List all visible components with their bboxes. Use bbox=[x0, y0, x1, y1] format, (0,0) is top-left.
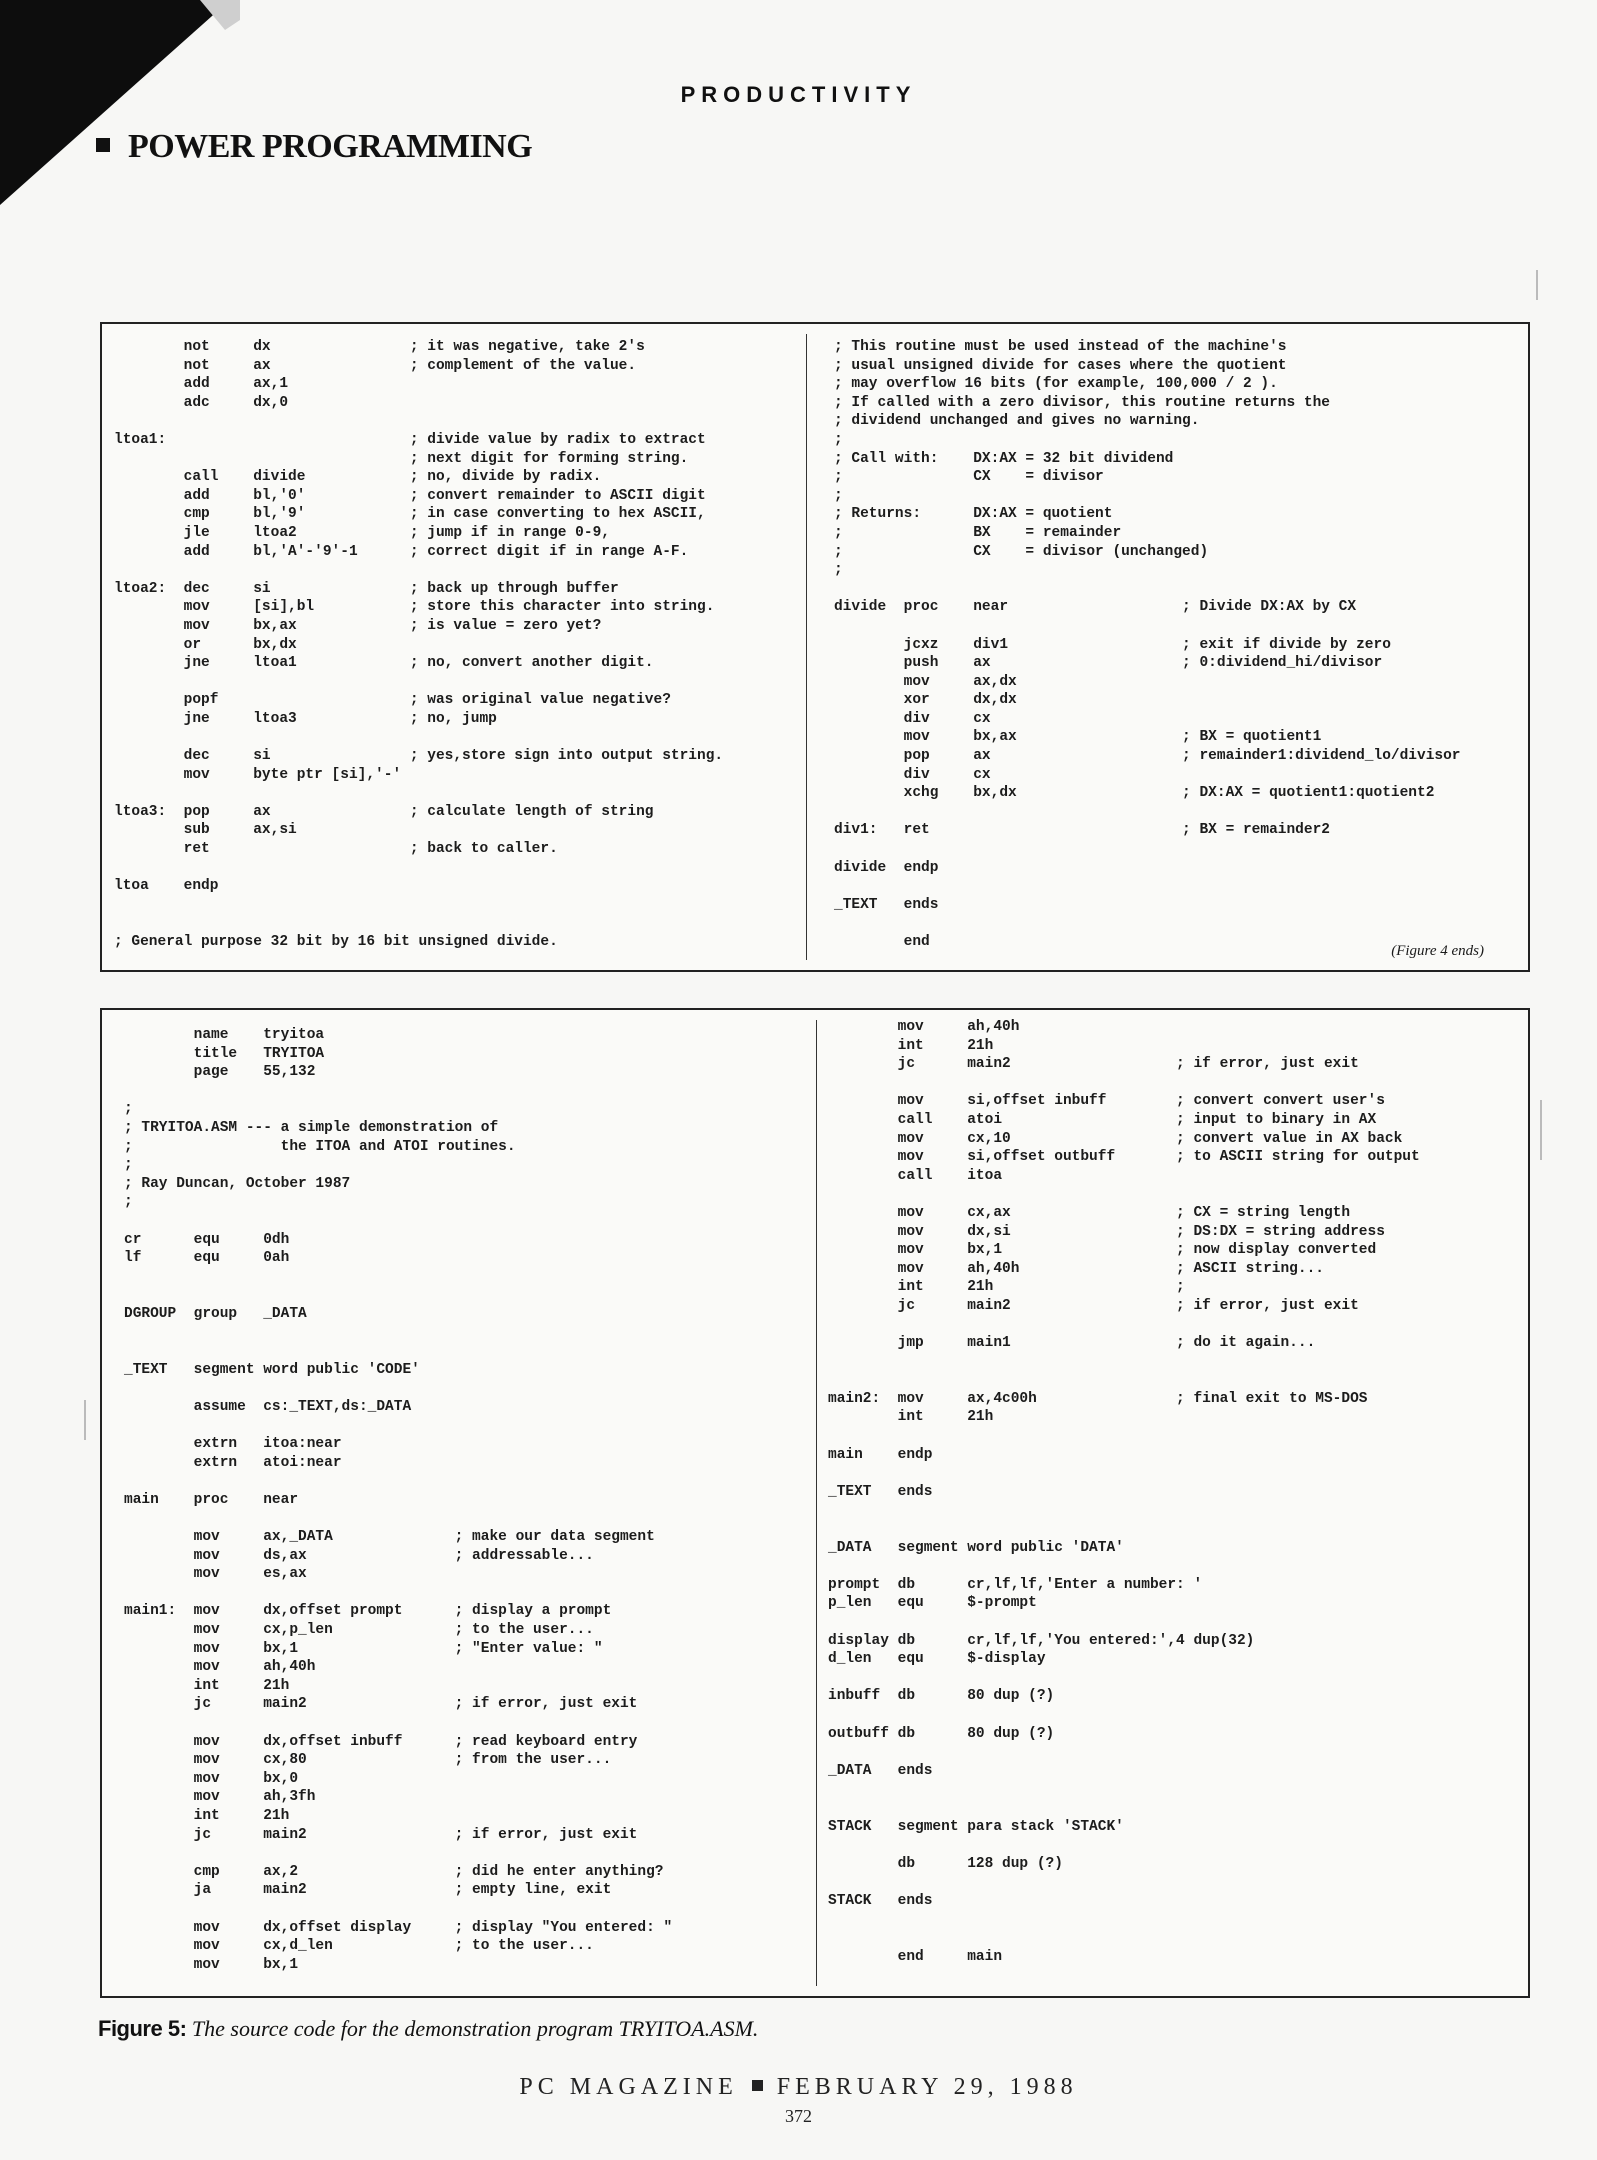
figure5-code-box bbox=[100, 1008, 1530, 1998]
edge-scan-mark bbox=[84, 1400, 86, 1440]
edge-scan-mark bbox=[1540, 1100, 1542, 1160]
figure4-column-divider bbox=[806, 334, 807, 960]
footer-date: FEBRUARY 29, 1988 bbox=[776, 2074, 1078, 2100]
figure4-right-code: ; This routine must be used instead of the machine's ; usual unsigned divide for cases where the quotient ; may overflow 16 bits (for example, 100,000 / 2 ). ; If called with a zero divisor, this routine returns the ; dividend unchanged and gives no warning. ; ; Call with: DX:AX = 32 bit dividend ; CX = divisor ; ; Returns: DX:AX = quotient ; BX = remainder ; CX = divisor (unchanged) ; divide proc near ; Divide DX:AX by CX jcxz div1 ; exit if divide by zero push ax ; 0:dividend_hi/divisor mov ax,dx xor dx,dx div cx mov bx,ax ; BX = quotient1 pop ax ; remainder1:dividend_lo/divisor div cx xchg bx,dx ; DX:AX = quotient1:quotient2 div1: ret ; BX = remainder2 divide endp _TEXT ends end bbox=[834, 339, 1461, 950]
figure4-code-box bbox=[100, 322, 1530, 972]
figure5-column-divider bbox=[816, 1020, 817, 1986]
figure5-left-code: name tryitoa title TRYITOA page 55,132 ; ; TRYITOA.ASM --- a simple demonstration of ; the ITOA and ATOI routines. ; ; Ray Duncan, October 1987 ; cr equ 0dh lf equ 0ah DGROUP group _DATA _TEXT segment word public 'CODE' assume cs:_TEXT,ds:_DATA extrn itoa:near extrn atoi:near main proc near mov ax,_DATA ; make our data segment mov ds,ax ; addressable... mov es,ax main1: mov dx,offset prompt ; display a prompt mov cx,p_len ; to the user... mov bx,1 ; "Enter value: " mov ah,40h int 21h jc main2 ; if error, just exit mov dx,offset inbuff ; read keyboard entry mov cx,80 ; from the user... mov bx,0 mov ah,3fh int 21h jc main2 ; if error, just exit cmp ax,2 ; did he enter anything? ja main2 ; empty line, exit mov dx,offset display ; display "You entered: " mov cx,d_len ; to the user... mov bx,1 bbox=[124, 1027, 673, 1973]
page-number: 372 bbox=[785, 2106, 812, 2126]
figure5-caption bbox=[98, 2016, 758, 2042]
article-heading bbox=[96, 128, 532, 166]
edge-scan-mark bbox=[1536, 270, 1538, 300]
section-label: PRODUCTIVITY bbox=[680, 82, 917, 107]
article-heading-text: POWER PROGRAMMING bbox=[128, 128, 533, 165]
bullet-square-icon bbox=[96, 138, 110, 152]
figure4-left-code: not dx ; it was negative, take 2's not ax ; complement of the value. add ax,1 adc dx,0 ltoa1: ; divide value by radix to extract ; next digit for forming string. call divide ; no, divide by radix. add bl,'0' ; convert remainder to ASCII digit cmp bl,'9' ; in case converting to hex ASCII, jle ltoa2 ; jump if in range 0-9, add bl,'A'-'9'-1 ; correct digit if in range A-F. ltoa2: dec si ; back up through buffer mov [si],bl ; store this character into string. mov bx,ax ; is value = zero yet? or bx,dx jne ltoa1 ; no, convert another digit. popf ; was original value negative? jne ltoa3 ; no, jump dec si ; yes,store sign into output string. mov byte ptr [si],'-' ltoa3: pop ax ; calculate length of string sub ax,si ret ; back to caller. ltoa endp ; General purpose 32 bit by 16 bit unsigned divide. bbox=[114, 339, 724, 950]
figure5-caption-text: The source code for the demonstration program TRYITOA.ASM. bbox=[191, 2016, 759, 2041]
page-footer bbox=[0, 2074, 1597, 2101]
footer-square-icon bbox=[752, 2080, 763, 2091]
figure4-ends-label: (Figure 4 ends) bbox=[1391, 943, 1484, 959]
figure5-caption-label: Figure 5: bbox=[98, 2016, 187, 2041]
footer-magazine: PC MAGAZINE bbox=[519, 2074, 738, 2100]
figure5-right-code: mov ah,40h int 21h jc main2 ; if error, just exit mov si,offset inbuff ; convert convert user's call atoi ; input to binary in AX mov cx,10 ; convert value in AX back mov si,offset outbuff ; to ASCII string for output call itoa mov cx,ax ; CX = string length mov dx,si ; DS:DX = string address mov bx,1 ; now display converted mov ah,40h ; ASCII string... int 21h ; jc main2 ; if error, just exit jmp main1 ; do it again... main2: mov ax,4c00h ; final exit to MS-DOS int 21h main endp _TEXT ends _DATA segment word public 'DATA' prompt db cr,lf,lf,'Enter a number: ' p_len equ $-prompt display db cr,lf,lf,'You entered:',4 dup(32) d_len equ $-display inbuff db 80 dup (?) outbuff db 80 dup (?) _DATA ends STACK segment para stack 'STACK' db 128 dup (?) STACK ends end main bbox=[828, 1019, 1420, 1965]
